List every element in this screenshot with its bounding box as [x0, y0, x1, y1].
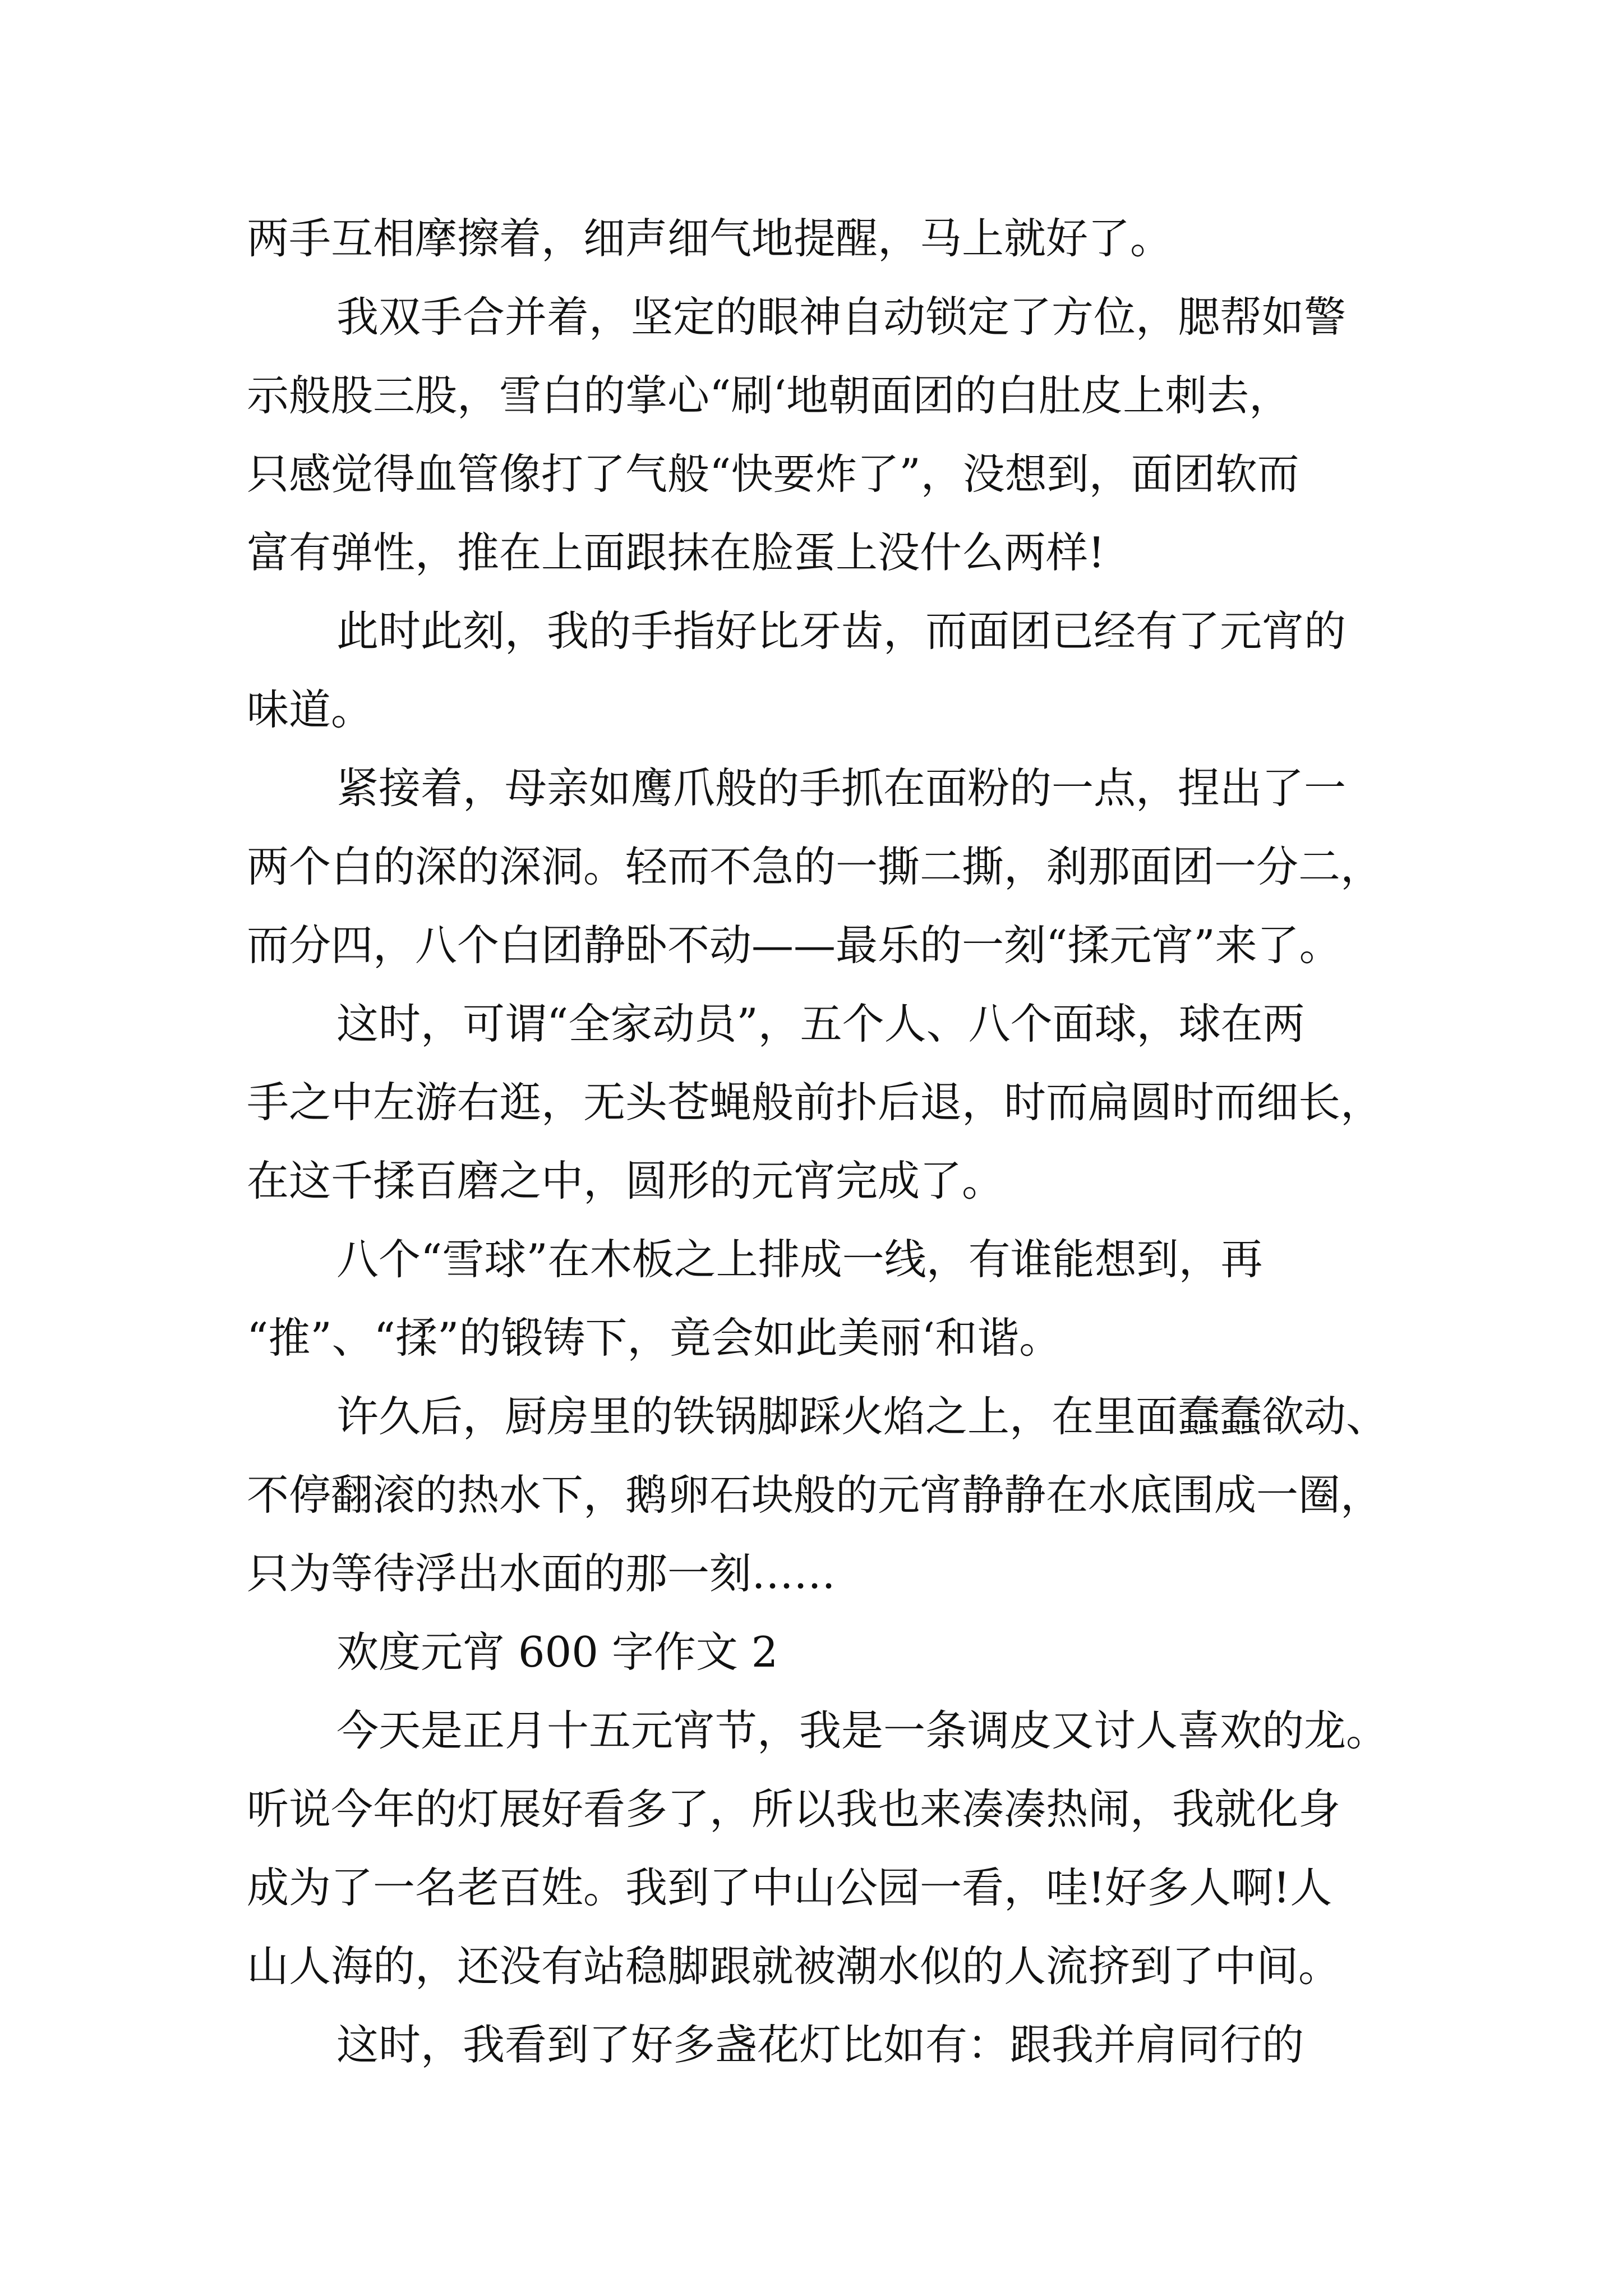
text-line: 两手互相摩擦着，细声细气地提醒，马上就好了。 [247, 214, 1173, 263]
text-line: 听说今年的灯展好看多了，所以我也来凑凑热闹，我就化身 [247, 1784, 1341, 1834]
paragraph-start-line: 今天是正月十五元宵节，我是一条调皮又讨人喜欢的龙。 [336, 1706, 1389, 1755]
text-line: 富有弹性，推在上面跟抹在脸蛋上没什么两样! [247, 528, 1105, 577]
paragraph-start-line: 这时，可谓“全家动员”，五个人、八个面球，球在两 [336, 999, 1305, 1048]
text-line: 在这千揉百磨之中，圆形的元宵完成了。 [247, 1156, 1004, 1205]
text-line: 示般股三股，雪白的掌心“刷‘地朝面团的白肚皮上刺去， [247, 371, 1292, 420]
text-line: 不停翻滚的热水下，鹅卵石块般的元宵静静在水底围成一圈， [247, 1470, 1383, 1520]
text-line: 只为等待浮出水面的那一刻…… [247, 1549, 836, 1598]
paragraph-start-line: 我双手合并着，坚定的眼神自动锁定了方位，腮帮如警 [336, 292, 1347, 342]
paragraph-start-line: 这时，我看到了好多盏花灯比如有：跟我并肩同行的 [336, 2020, 1304, 2069]
text-line: 而分四，八个白团静卧不动——最乐的一刻“揉元宵”来了。 [247, 921, 1341, 970]
paragraph-start-line: 此时此刻，我的手指好比牙齿，而面团已经有了元宵的 [336, 606, 1347, 656]
paragraph-start-line: 紧接着，母亲如鹰爪般的手抓在面粉的一点，捏出了一 [336, 763, 1347, 813]
text-line: 只感觉得血管像打了气般“快要炸了”，没想到，面团软而 [247, 449, 1299, 499]
section-heading: 欢度元宵 600 字作文 2 [336, 1627, 778, 1677]
paragraph-start-line: 八个“雪球”在木板之上排成一线，有谁能想到，再 [336, 1235, 1263, 1284]
text-line: 味道。 [247, 685, 374, 734]
paragraph-start-line: 许久后，厨房里的铁锅脚踩火焰之上，在里面蠢蠢欲动、 [336, 1392, 1389, 1441]
text-line: 成为了一名老百姓。我到了中山公园一看，哇!好多人啊!人 [247, 1863, 1332, 1912]
text-line: 山人海的，还没有站稳脚跟就被潮水似的人流挤到了中间。 [247, 1941, 1341, 1991]
text-line: “推”、“揉”的锻铸下，竟会如此美丽‘和谐。 [247, 1313, 1062, 1363]
text-line: 两个白的深的深洞。轻而不急的一撕二撕，刹那面团一分二， [247, 842, 1383, 891]
text-line: 手之中左游右逛，无头苍蝇般前扑后退，时而扁圆时而细长， [247, 1078, 1383, 1127]
